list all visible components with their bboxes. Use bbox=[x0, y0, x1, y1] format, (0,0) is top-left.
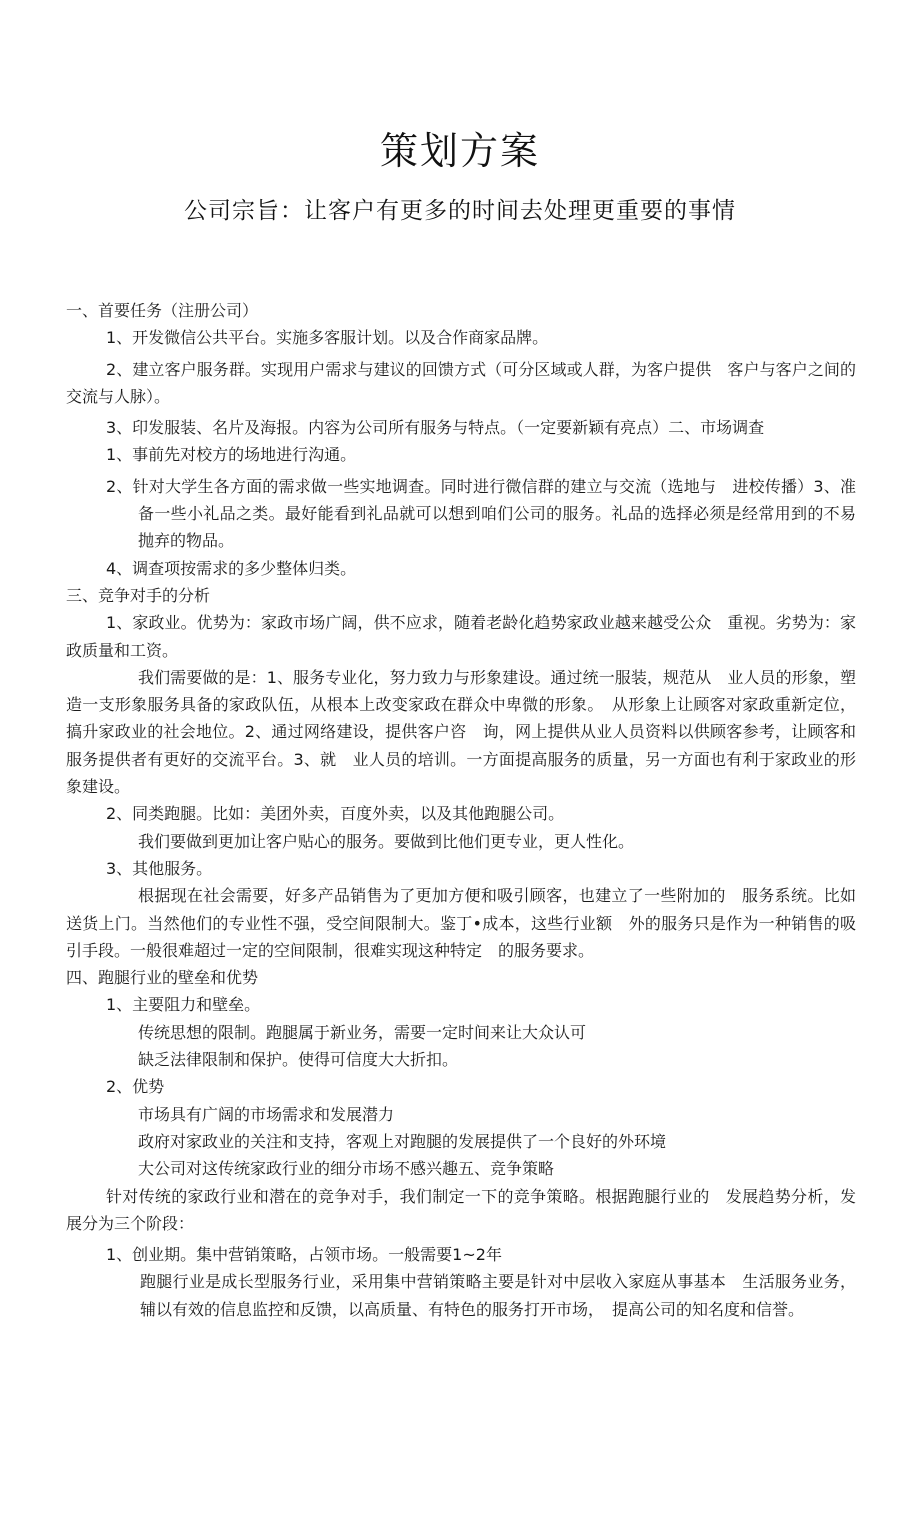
paragraph: 2、针对大学生各方面的需求做一些实地调查。同时进行微信群的建立与交流（选地与 进校传播）3、准备一些小礼品之类。最好能看到礼品就可以想到咱们公司的服务。礼品的选择必须是经常用到的不易抛弃的物品。 bbox=[106, 476, 856, 551]
section-heading: 一、首要任务（注册公司） bbox=[66, 301, 259, 320]
document-body bbox=[66, 297, 856, 1323]
paragraph: 1、主要阻力和壁垒。 bbox=[106, 995, 261, 1015]
paragraph: 4、调查项按需求的多少整体归类。 bbox=[106, 558, 357, 578]
paragraph: 针对传统的家政行业和潜在的竞争对手，我们制定一下的竞争策略。根据跑腿行业的 发展趋势分析，发展分为三个阶段： bbox=[66, 1186, 856, 1233]
document-title: 策划方案 bbox=[379, 129, 540, 173]
paragraph: 缺乏法律限制和保护。使得可信度大大折扣。 bbox=[138, 1050, 459, 1070]
paragraph: 我们需要做的是：1、服务专业化，努力致力与形象建设。通过统一服装，规范从 业人员的形象，塑造一支形象服务具备的家政队伍，从根本上改变家政在群众中卑微的形象。 从形象上让顾客对家政重新定位，搞升家政业的社会地位。2、通过网络建设，提供客户咨 询，网上提供从业人员资料以供顾客参考，让顾客和服务提供者有更好的交流平台。3、就 业人员的培训。一方面提高服务的质量，另一方面也有利于家政业的形象建设。 bbox=[66, 667, 856, 797]
paragraph: 3、其他服务。 bbox=[106, 858, 213, 878]
paragraph: 我们要做到更加让客户贴心的服务。要做到比他们更专业，更人性化。 bbox=[138, 831, 635, 851]
section-heading: 四、跑腿行业的壁垒和优势 bbox=[66, 968, 259, 988]
paragraph: 政府对家政业的关注和支持，客观上对跑腿的发展提供了一个良好的外环境 bbox=[138, 1131, 667, 1151]
paragraph: 大公司对这传统家政行业的细分市场不感兴趣五、竞争策略 bbox=[138, 1159, 555, 1179]
section-heading: 三、竞争对手的分析 bbox=[66, 585, 211, 605]
paragraph: 1、创业期。集中营销策略，占领市场。一般需要1~2年 bbox=[106, 1245, 502, 1265]
paragraph: 2、优势 bbox=[106, 1077, 165, 1097]
paragraph: 传统思想的限制。跑腿属于新业务，需要一定时间来让大众认可 bbox=[138, 1022, 587, 1042]
paragraph: 2、建立客户服务群。实现用户需求与建议的回馈方式（可分区域或人群，为客户提供 客户与客户之间的交流与人脉）。 bbox=[66, 359, 856, 406]
document-subtitle: 公司宗旨：让客户有更多的时间去处理更重要的事情 bbox=[184, 198, 736, 224]
paragraph: 1、家政业。优势为：家政市场广阔，供不应求，随着老龄化趋势家政业越来越受公众 重视。劣势为：家政质量和工资。 bbox=[66, 613, 856, 660]
paragraph: 根据现在社会需要，好多产品销售为了更加方便和吸引顾客，也建立了一些附加的 服务系统。比如送货上门。当然他们的专业性不强，受空间限制大。鉴丁•成本，这些行业额 外的服务只是作为一种销售的吸引手段。一般很难超过一定的空间限制，很难实现这种特定 的服务要求。 bbox=[66, 886, 856, 960]
paragraph: 市场具有广阔的市场需求和发展潜力 bbox=[138, 1104, 395, 1124]
paragraph: 2、同类跑腿。比如：美团外卖，百度外卖，以及其他跑腿公司。 bbox=[106, 804, 565, 824]
paragraph: 1、开发微信公共平台。实施多客服计划。以及合作商家品牌。 bbox=[106, 328, 549, 348]
paragraph: 3、印发服装、名片及海报。内容为公司所有服务与特点。（一定要新颖有亮点）二、市场调查 bbox=[106, 418, 765, 438]
paragraph: 1、事前先对校方的场地进行沟通。 bbox=[106, 445, 357, 465]
paragraph: 跑腿行业是成长型服务行业，采用集中营销策略主要是针对中层收入家庭从事基本 生活服务业务，辅以有效的信息监控和反馈，以高质量、有特色的服务打开市场， 提高公司的知名度和信誉。 bbox=[140, 1272, 856, 1319]
